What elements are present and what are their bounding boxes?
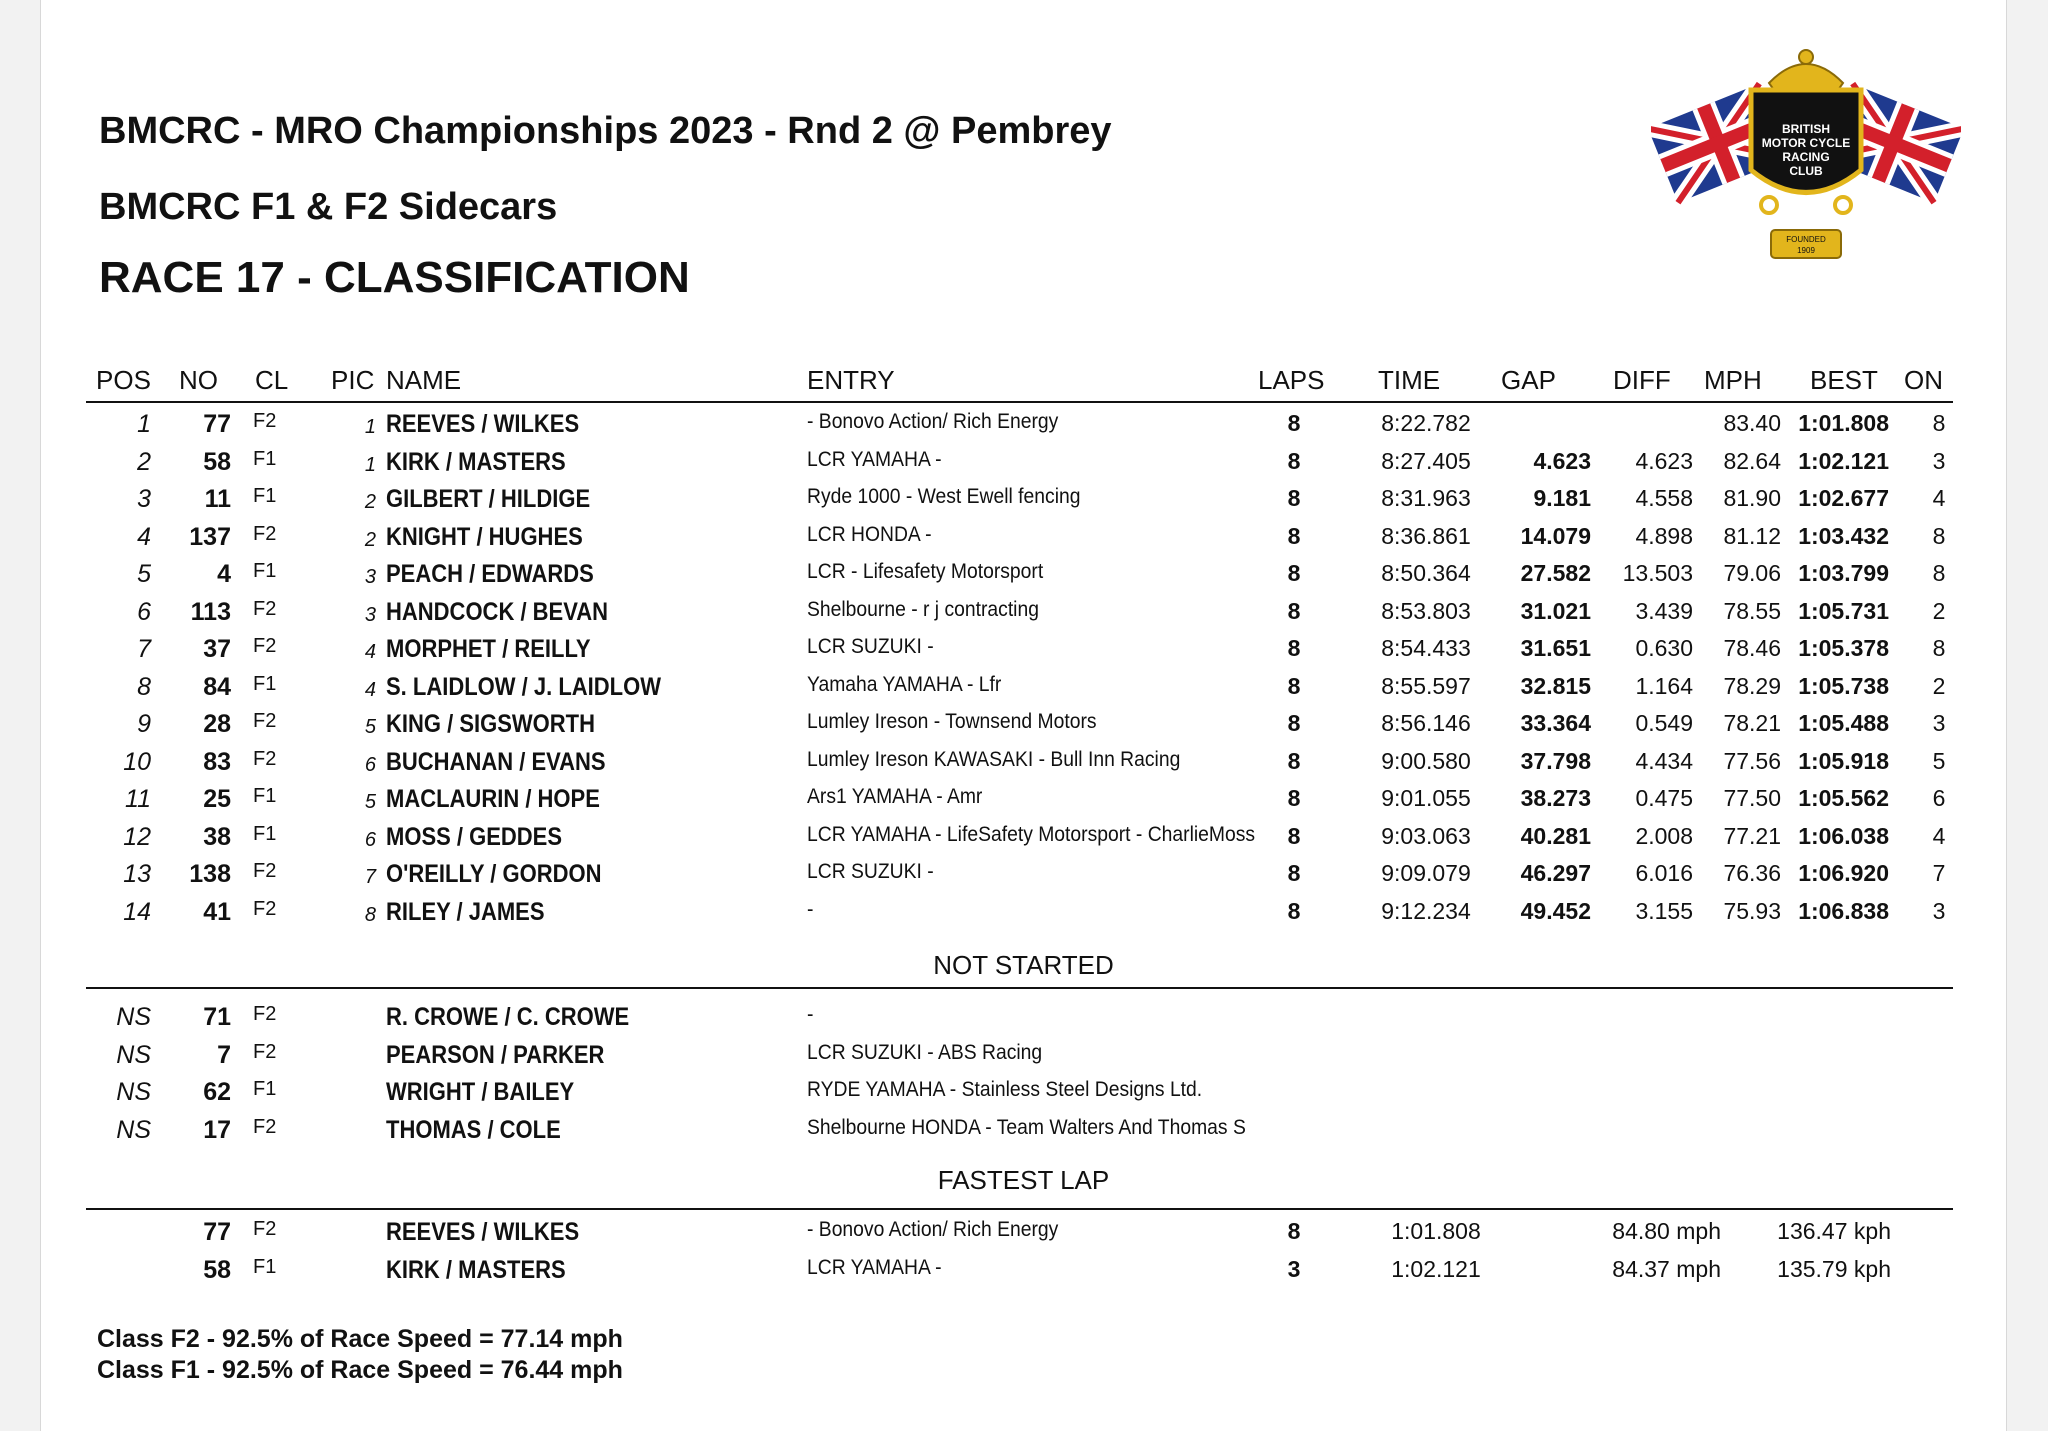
header-divider: [86, 401, 1953, 403]
laps: 8: [1287, 560, 1301, 586]
championship-title: BMCRC - MRO Championships 2023 - Rnd 2 @ Pembrey: [99, 110, 1112, 152]
class: F2: [253, 522, 277, 545]
race-time: 8:36.861: [1381, 522, 1471, 549]
entry: Lumley Ireson KAWASAKI - Bull Inn Racing: [807, 747, 1181, 771]
entry: LCR HONDA -: [807, 522, 932, 546]
average-speed: 79.06: [1723, 560, 1781, 586]
position-in-class: 3: [364, 566, 376, 588]
class-f2-note: Class F2 - 92.5% of Race Speed = 77.14 mph: [97, 1325, 623, 1353]
best-lap: 1:05.562: [1798, 785, 1889, 811]
class: F2: [253, 635, 277, 657]
race-number: 137: [189, 522, 231, 551]
class: F2: [253, 410, 277, 432]
best-lap: 1:03.799: [1798, 560, 1889, 586]
diff: 0.475: [1635, 785, 1693, 811]
race-number: 25: [203, 785, 231, 813]
diff: 0.549: [1635, 710, 1693, 736]
diff: 2.008: [1635, 822, 1693, 849]
lap-speed-kph: 136.47 kph: [1777, 1218, 1891, 1244]
position-in-class: 5: [364, 791, 376, 813]
class: F2: [253, 747, 277, 770]
class-title: BMCRC F1 & F2 Sidecars: [99, 186, 558, 228]
rider-names: HANDCOCK / BEVAN: [386, 597, 609, 626]
laps: 8: [1287, 860, 1301, 886]
race-number: 28: [203, 710, 231, 738]
entry: LCR SUZUKI -: [807, 860, 934, 883]
best-on-lap: 2: [1932, 672, 1946, 699]
result-row: [41, 673, 2006, 710]
lap-speed-kph: 135.79 kph: [1777, 1255, 1891, 1282]
rider-names: REEVES / WILKES: [386, 1218, 580, 1246]
race-time: 8:54.433: [1381, 635, 1471, 661]
result-row: [41, 785, 2006, 822]
class: F1: [253, 560, 277, 582]
rider-names: MORPHET / REILLY: [386, 635, 591, 663]
best-lap: 1:01.808: [1798, 410, 1889, 436]
position-in-class: 5: [364, 716, 376, 738]
bmcrc-logo: [1651, 45, 1961, 275]
race-time: 9:12.234: [1381, 897, 1471, 924]
gap: 49.452: [1520, 897, 1591, 924]
race-number: 84: [203, 672, 231, 701]
race-number: 71: [203, 1003, 231, 1031]
rider-names: BUCHANAN / EVANS: [386, 747, 606, 776]
average-speed: 78.55: [1723, 597, 1781, 624]
race-number: 62: [203, 1078, 231, 1106]
laps: 8: [1287, 822, 1301, 849]
entry: -: [807, 1003, 814, 1026]
class: F1: [253, 1078, 277, 1100]
result-row: [41, 598, 2006, 635]
gap: 33.364: [1520, 710, 1591, 736]
race-time: 9:00.580: [1381, 747, 1471, 774]
status: NS: [116, 1003, 151, 1031]
diff: 1.164: [1635, 672, 1693, 699]
svg-text:1909: 1909: [1797, 246, 1815, 255]
position-in-class: 2: [364, 528, 376, 551]
laps: 8: [1287, 635, 1301, 661]
laps: 8: [1287, 747, 1301, 774]
race-time: 8:27.405: [1381, 447, 1471, 474]
col-no: NO: [179, 365, 218, 395]
position-in-class: 8: [364, 903, 376, 926]
race-time: 8:56.146: [1381, 710, 1471, 736]
result-row: [41, 485, 2006, 522]
not-started-row: [41, 1116, 2006, 1153]
laps: 8: [1287, 485, 1301, 511]
entry: -: [807, 897, 814, 921]
position: 1: [137, 410, 151, 438]
best-lap: 1:03.432: [1798, 522, 1889, 549]
best-lap: 1:05.918: [1798, 747, 1889, 774]
gap: 31.651: [1520, 635, 1591, 661]
race-number: 77: [203, 1218, 231, 1246]
fastest-lap-heading: FASTEST LAP: [937, 1165, 1110, 1195]
average-speed: 83.40: [1723, 410, 1781, 436]
lap-speed-mph: 84.37 mph: [1612, 1255, 1721, 1282]
position: 3: [137, 485, 151, 513]
position: 11: [125, 785, 151, 813]
diff: 3.155: [1635, 897, 1693, 924]
laps: 8: [1287, 597, 1301, 624]
entry: LCR SUZUKI -: [807, 635, 934, 658]
average-speed: 78.46: [1723, 635, 1781, 661]
lap-time: 1:02.121: [1391, 1255, 1481, 1282]
position: 9: [137, 710, 151, 738]
class: F1: [253, 785, 277, 807]
fastest-lap-divider: [86, 1208, 1953, 1210]
rider-names: RILEY / JAMES: [386, 897, 545, 926]
class: F1: [253, 822, 277, 845]
rider-names: KIRK / MASTERS: [386, 1255, 566, 1284]
best-lap: 1:06.838: [1798, 897, 1889, 924]
col-name: NAME: [386, 365, 462, 395]
gap: 27.582: [1520, 560, 1591, 586]
gap: 4.623: [1533, 447, 1591, 474]
entry: LCR YAMAHA - LifeSafety Motorsport - CharlieMoss: [807, 822, 1256, 846]
status: NS: [116, 1115, 151, 1144]
not-started-heading: NOT STARTED: [933, 950, 1114, 980]
rider-names: MACLAURIN / HOPE: [386, 785, 600, 813]
rider-names: S. LAIDLOW / J. LAIDLOW: [386, 672, 661, 701]
position: 10: [123, 747, 151, 776]
race-number: 7: [217, 1040, 231, 1069]
rider-names: THOMAS / COLE: [386, 1115, 561, 1144]
diff: 0.630: [1635, 635, 1693, 661]
position-in-class: 3: [364, 603, 376, 626]
laps: 8: [1287, 897, 1301, 924]
entry: Shelbourne HONDA - Team Walters And Thomas S: [807, 1115, 1246, 1139]
average-speed: 81.90: [1723, 485, 1781, 511]
race-number: 38: [203, 822, 231, 851]
position: 6: [137, 597, 151, 626]
laps: 8: [1287, 447, 1301, 474]
svg-text:FOUNDED: FOUNDED: [1786, 235, 1826, 244]
col-pic: PIC: [331, 365, 375, 395]
rider-names: PEARSON / PARKER: [386, 1040, 605, 1069]
col-laps: LAPS: [1258, 365, 1325, 395]
average-speed: 78.29: [1723, 672, 1781, 699]
col-diff: DIFF: [1613, 365, 1671, 395]
not-started-row: [41, 1003, 2006, 1040]
lap-number: 8: [1287, 1218, 1301, 1244]
race-number: 58: [203, 447, 231, 476]
best-lap: 1:05.731: [1798, 597, 1889, 624]
result-row: [41, 748, 2006, 785]
entry: LCR YAMAHA -: [807, 1255, 942, 1279]
best-on-lap: 6: [1932, 785, 1946, 811]
class: F2: [253, 897, 277, 920]
col-pos: POS: [96, 365, 151, 395]
race-time: 9:09.079: [1381, 860, 1471, 886]
position-in-class: 6: [364, 753, 376, 776]
rider-names: WRIGHT / BAILEY: [386, 1078, 575, 1106]
race-number: 41: [203, 897, 231, 926]
col-mph: MPH: [1704, 365, 1762, 395]
col-entry: ENTRY: [807, 365, 895, 395]
race-number: 58: [203, 1255, 231, 1284]
entry: RYDE YAMAHA - Stainless Steel Designs Ltd.: [807, 1078, 1203, 1101]
best-on-lap: 3: [1932, 897, 1946, 924]
race-number: 77: [203, 410, 231, 438]
class: F2: [253, 710, 277, 732]
gap: 40.281: [1520, 822, 1591, 849]
best-on-lap: 2: [1932, 597, 1946, 624]
rider-names: MOSS / GEDDES: [386, 822, 563, 851]
race-time: 8:31.963: [1381, 485, 1471, 511]
race-number: 37: [203, 635, 231, 663]
best-on-lap: 4: [1932, 822, 1946, 849]
race-time: 8:50.364: [1381, 560, 1471, 586]
race-title: RACE 17 - CLASSIFICATION: [99, 253, 690, 302]
gap: 32.815: [1520, 672, 1591, 699]
col-cl: CL: [255, 365, 289, 395]
diff: 6.016: [1635, 860, 1693, 886]
result-row: [41, 560, 2006, 597]
average-speed: 77.56: [1723, 747, 1781, 774]
class: F2: [253, 1218, 277, 1240]
entry: Yamaha YAMAHA - Lfr: [807, 672, 1002, 696]
laps: 8: [1287, 785, 1301, 811]
class: F1: [253, 1255, 277, 1278]
entry: - Bonovo Action/ Rich Energy: [807, 410, 1059, 433]
class: F2: [253, 597, 277, 620]
entry: Lumley Ireson - Townsend Motors: [807, 710, 1097, 733]
lap-number: 3: [1287, 1255, 1301, 1282]
col-gap: GAP: [1501, 365, 1556, 395]
best-lap: 1:05.738: [1798, 672, 1889, 699]
not-started-row: [41, 1041, 2006, 1078]
best-lap: 1:06.038: [1798, 822, 1889, 849]
result-row: [41, 448, 2006, 485]
average-speed: 75.93: [1723, 897, 1781, 924]
position-in-class: 4: [364, 678, 376, 701]
position: 7: [137, 635, 151, 663]
rider-names: KING / SIGSWORTH: [386, 710, 595, 738]
position: 14: [123, 897, 151, 926]
race-time: 9:03.063: [1381, 822, 1471, 849]
race-time: 9:01.055: [1381, 785, 1471, 811]
laps: 8: [1287, 522, 1301, 549]
best-lap: 1:02.121: [1798, 447, 1889, 474]
race-number: 17: [203, 1115, 231, 1144]
results-page: [40, 0, 2007, 1431]
diff: 4.898: [1635, 522, 1693, 549]
entry: - Bonovo Action/ Rich Energy: [807, 1218, 1059, 1241]
diff: 4.623: [1635, 447, 1693, 474]
best-lap: 1:06.920: [1798, 860, 1889, 886]
result-row: [41, 710, 2006, 747]
svg-text:CLUB: CLUB: [1789, 164, 1823, 178]
average-speed: 78.21: [1723, 710, 1781, 736]
race-number: 4: [217, 560, 231, 588]
best-lap: 1:02.677: [1798, 485, 1889, 511]
gap: 31.021: [1520, 597, 1591, 624]
race-time: 8:22.782: [1381, 410, 1471, 436]
best-on-lap: 8: [1932, 410, 1946, 436]
laps: 8: [1287, 672, 1301, 699]
position: 13: [123, 860, 151, 888]
entry: Ars1 YAMAHA - Amr: [807, 785, 983, 808]
result-row: [41, 898, 2006, 935]
lap-speed-mph: 84.80 mph: [1612, 1218, 1721, 1244]
position-in-class: 6: [364, 828, 376, 851]
svg-text:RACING: RACING: [1782, 150, 1830, 164]
class: F1: [253, 447, 277, 470]
race-time: 8:53.803: [1381, 597, 1471, 624]
class-f1-note: Class F1 - 92.5% of Race Speed = 76.44 mph: [97, 1356, 623, 1384]
lap-time: 1:01.808: [1391, 1218, 1481, 1244]
race-number: 138: [189, 860, 231, 888]
entry: Shelbourne - r j contracting: [807, 597, 1039, 621]
fastest-lap-row: [41, 1256, 2006, 1293]
rider-names: R. CROWE / C. CROWE: [386, 1003, 630, 1031]
col-on: ON: [1904, 365, 1943, 395]
col-best: BEST: [1810, 365, 1878, 395]
position-in-class: 4: [364, 641, 376, 663]
best-on-lap: 4: [1932, 485, 1946, 511]
best-on-lap: 8: [1932, 522, 1946, 549]
rider-names: KIRK / MASTERS: [386, 447, 566, 476]
average-speed: 77.50: [1723, 785, 1781, 811]
entry: LCR YAMAHA -: [807, 447, 942, 471]
position-in-class: 1: [364, 416, 376, 438]
best-on-lap: 8: [1932, 635, 1946, 661]
rider-names: PEACH / EDWARDS: [386, 560, 594, 588]
race-number: 83: [203, 747, 231, 776]
average-speed: 82.64: [1723, 447, 1781, 474]
class: F1: [253, 485, 277, 507]
entry: LCR - Lifesafety Motorsport: [807, 560, 1044, 583]
rider-names: GILBERT / HILDIGE: [386, 485, 591, 513]
race-number: 11: [204, 485, 231, 513]
svg-text:MOTOR CYCLE: MOTOR CYCLE: [1761, 136, 1851, 150]
race-number: 113: [190, 597, 231, 626]
laps: 8: [1287, 710, 1301, 736]
average-speed: 76.36: [1723, 860, 1781, 886]
best-on-lap: 8: [1932, 560, 1946, 586]
diff: 13.503: [1622, 560, 1693, 586]
best-lap: 1:05.488: [1798, 710, 1889, 736]
position: 4: [137, 522, 151, 551]
diff: 4.434: [1635, 747, 1693, 774]
class: F2: [253, 1003, 277, 1025]
best-on-lap: 5: [1932, 747, 1946, 774]
gap: 9.181: [1533, 485, 1591, 511]
svg-text:BRITISH: BRITISH: [1782, 122, 1830, 136]
status: NS: [116, 1040, 151, 1069]
gap: 14.079: [1520, 522, 1591, 549]
position-in-class: 1: [364, 453, 376, 476]
entry: LCR SUZUKI - ABS Racing: [807, 1040, 1043, 1064]
fastest-lap-row: [41, 1218, 2006, 1255]
best-on-lap: 7: [1932, 860, 1946, 886]
diff: 3.439: [1635, 597, 1693, 624]
status: NS: [116, 1078, 151, 1106]
gap: 46.297: [1520, 860, 1591, 886]
gap: 37.798: [1520, 747, 1591, 774]
class: F1: [253, 672, 277, 695]
diff: 4.558: [1635, 485, 1693, 511]
result-row: [41, 860, 2006, 897]
average-speed: 81.12: [1723, 522, 1781, 549]
position: 12: [123, 822, 151, 851]
gap: 38.273: [1520, 785, 1591, 811]
rider-names: O'REILLY / GORDON: [386, 860, 602, 888]
laps: 8: [1287, 410, 1301, 436]
result-row: [41, 823, 2006, 860]
best-on-lap: 3: [1932, 447, 1946, 474]
average-speed: 77.21: [1723, 822, 1781, 849]
race-time: 8:55.597: [1381, 672, 1471, 699]
class: F2: [253, 860, 277, 882]
best-lap: 1:05.378: [1798, 635, 1889, 661]
not-started-divider: [86, 987, 1953, 989]
result-row: [41, 635, 2006, 672]
not-started-row: [41, 1078, 2006, 1115]
position: 2: [137, 447, 151, 476]
position: 8: [137, 672, 151, 701]
result-row: [41, 410, 2006, 447]
entry: Ryde 1000 - West Ewell fencing: [807, 485, 1081, 508]
class: F2: [253, 1040, 277, 1063]
col-time: TIME: [1378, 365, 1441, 395]
rider-names: REEVES / WILKES: [386, 410, 580, 438]
position-in-class: 7: [364, 866, 376, 888]
best-on-lap: 3: [1932, 710, 1946, 736]
position-in-class: 2: [364, 491, 376, 513]
result-row: [41, 523, 2006, 560]
rider-names: KNIGHT / HUGHES: [386, 522, 583, 551]
class: F2: [253, 1115, 277, 1138]
position: 5: [137, 560, 151, 588]
